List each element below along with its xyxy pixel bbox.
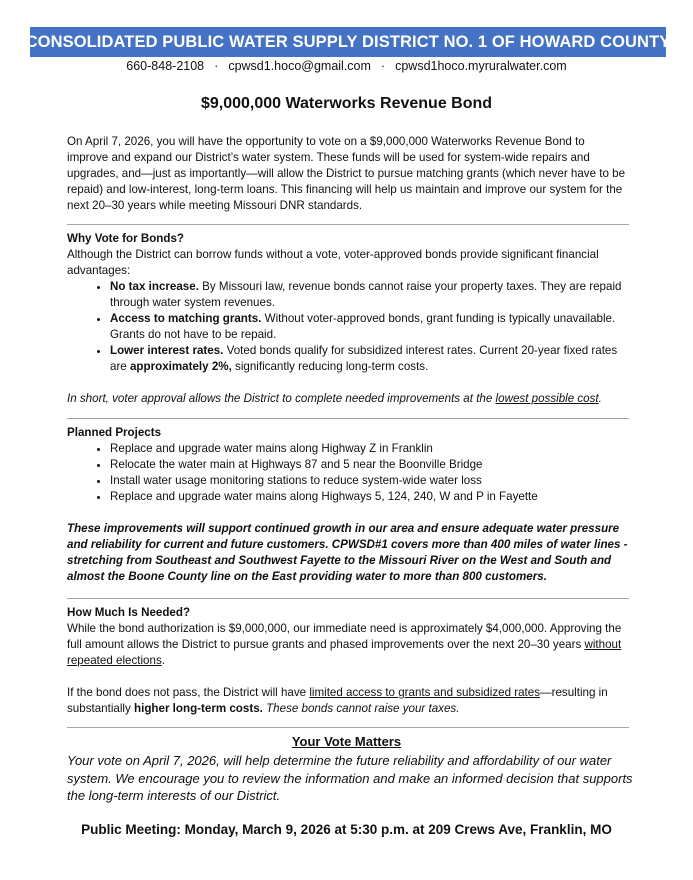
bullet-bold: Access to matching grants.	[110, 312, 262, 325]
list-item	[110, 311, 629, 343]
phone-number: 660-848-2108	[126, 59, 205, 73]
paragraph-text: If the bond does not pass, the District will have	[67, 686, 310, 699]
bold-phrase: higher long-term costs.	[134, 702, 263, 715]
need-section	[67, 605, 629, 717]
projects-section	[67, 425, 629, 585]
bullet-text: Without voter-approved bonds, grant funding is typically unavailable. Grants do not have to be repaid.	[110, 312, 616, 341]
vote-body: Your vote on April 7, 2026, will help determine the future reliability and affordability of our water system. We encourage you to review the information and make an informed decision that supports the long-term interests of our District.	[67, 753, 633, 803]
underlined-phrase: without repeated elections	[67, 638, 622, 667]
bullet-bold: No tax increase.	[110, 280, 199, 293]
divider	[67, 598, 629, 599]
why-section	[67, 231, 629, 407]
projects-summary: These improvements will support continued growth in our area and ensure adequate water pressure and reliability for current and future customers. CPWSD#1 covers more than 400 miles of water lines - stretching from Southeast and Southwest Fayette to the Missouri River on the West and South and almost the Boone County line on the East providing water to more than 800 customers.	[67, 522, 628, 583]
section-heading: Planned Projects	[67, 426, 162, 439]
list-item	[110, 343, 629, 375]
list-item: • Replace and upgrade water mains along Highway Z in Franklin	[110, 441, 629, 457]
paragraph-text: —resulting in substantially	[67, 686, 608, 715]
page-title: $9,000,000 Waterworks Revenue Bond	[200, 95, 493, 112]
divider	[67, 224, 629, 225]
consequence-paragraph	[67, 685, 629, 717]
section-heading: Why Vote for Bonds?	[67, 232, 185, 245]
list-item: • Relocate the water main at Highways 87 and 5 near the Boonville Bridge	[110, 457, 629, 473]
list-item	[110, 279, 629, 311]
district-banner	[25, 27, 671, 57]
need-paragraph	[67, 621, 629, 669]
summary-text: In short, voter approval allows the District to complete needed improvements at the	[67, 392, 496, 405]
public-meeting-notice: Public Meeting: Monday, March 9, 2026 at 5:30 p.m. at 209 Crews Ave, Franklin, MO	[81, 822, 612, 837]
paragraph-text: .	[161, 654, 165, 667]
why-summary	[67, 391, 629, 407]
underlined-phrase: lowest possible cost	[495, 392, 599, 405]
summary-text: .	[598, 392, 602, 405]
bullet-text: significantly reducing long-term costs.	[231, 360, 429, 373]
why-bullet-list	[67, 279, 629, 375]
contact-line	[0, 59, 693, 73]
vote-heading: Your Vote Matters	[291, 734, 402, 749]
email-address[interactable]: cpwsd1.hoco@gmail.com	[228, 59, 371, 73]
paragraph-text: While the bond authorization is $9,000,000, our immediate need is approximately $4,000,000. Approving the full amount allows the District to pursue grants and phased improvements over the next 20–30 years	[67, 622, 622, 651]
website-link[interactable]: cpwsd1hoco.myruralwater.com	[395, 59, 567, 73]
italic-phrase: These bonds cannot raise your taxes.	[262, 702, 460, 715]
section-heading: How Much Is Needed?	[67, 606, 191, 619]
intro-paragraph: On April 7, 2026, you will have the opportunity to vote on a $9,000,000 Waterworks Revenue Bond to improve and expand our District’s water system. These funds will be used for system-wide repairs and upgrades, and—just as importantly—will allow the District to pursue matching grants (which never have to be repaid) and low-interest, long-term loans. This financing will help us maintain and improve our system for the next 20–30 years while meeting Missouri DNR standards.	[67, 135, 626, 212]
divider	[67, 727, 629, 728]
bullet-bold: approximately 2%,	[129, 360, 232, 373]
list-item: • Replace and upgrade water mains along Highways 5, 124, 240, W and P in Fayette	[110, 489, 629, 505]
banner-title: CONSOLIDATED PUBLIC WATER SUPPLY DISTRICT NO. 1 OF HOWARD COUNTY	[25, 32, 671, 51]
bullet-bold: Lower interest rates.	[110, 344, 224, 357]
bullet-text: By Missouri law, revenue bonds cannot raise your property taxes. They are repaid through water system revenues.	[110, 280, 622, 309]
separator: ·	[214, 59, 219, 73]
underlined-phrase: limited access to grants and subsidized rates	[309, 686, 541, 699]
projects-list	[67, 441, 629, 505]
section-lead: Although the District can borrow funds without a vote, voter-approved bonds provide significant financial advantages:	[67, 248, 599, 277]
list-item: • Install water usage monitoring stations to reduce system-wide water loss	[110, 473, 629, 489]
separator: ·	[380, 59, 386, 73]
divider	[67, 418, 629, 419]
bullet-text: Voted bonds qualify for subsidized interest rates. Current 20-year fixed rates are	[110, 344, 618, 373]
